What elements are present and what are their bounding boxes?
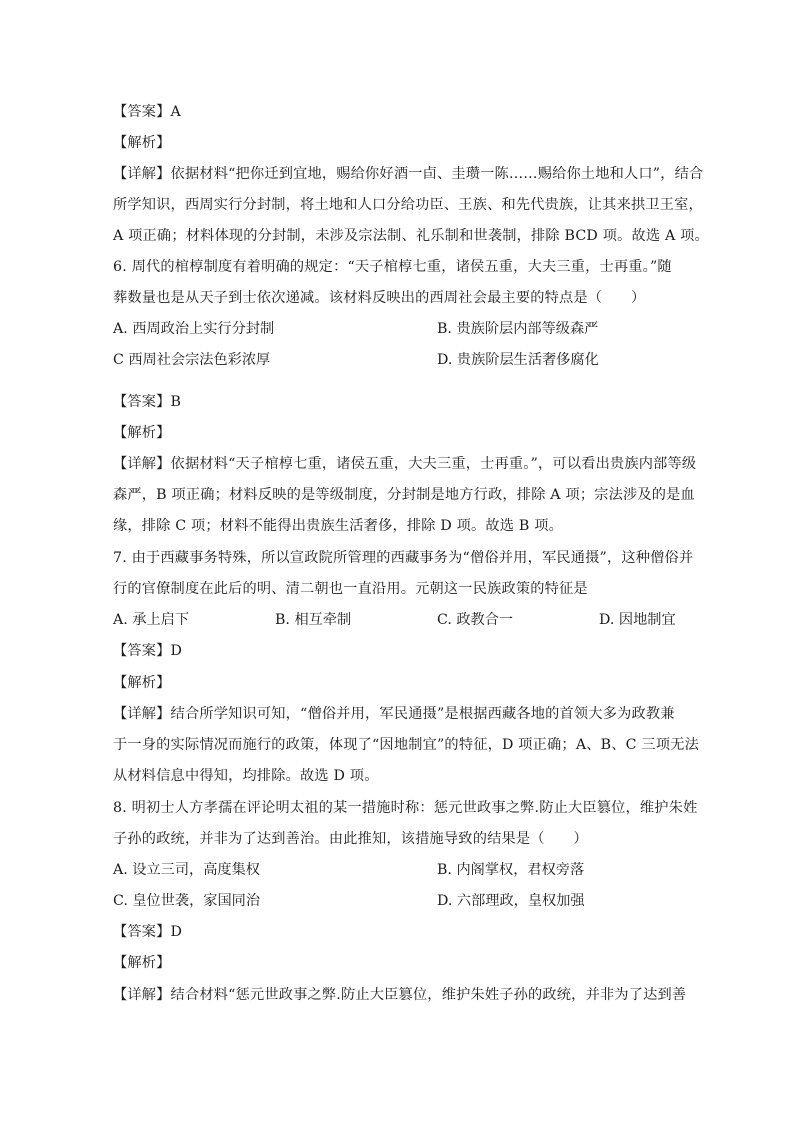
q8-stem-line-1: 8. 明初士人方孝孺在评论明太祖的某一措施时称：惩元世政事之弊.防止大臣篡位，维护朱姓 [113,800,698,816]
q7-stem-line-2: 行的官僚制度在此后的明、清二朝也一直沿用。元朝这一民族政策的特征是 [113,581,588,597]
q6-stem-line-2: 葬数量也是从天子到士依次递减。该材料反映出的西周社会最主要的特点是（ ） [113,290,646,306]
q8-option-d: D. 六部理政，皇权加强 [437,893,585,909]
q6-stem-line-1: 6. 周代的棺椁制度有着明确的规定：“天子棺椁七重，诸侯五重，大夫三重，士再重。”随 [113,259,672,275]
q6-option-b: B. 贵族阶层内部等级森严 [437,321,599,337]
q7-option-d: D. 因地制宜 [599,612,676,628]
q7-option-a: A. 承上启下 [113,612,190,628]
q8-option-a: A. 设立三司，高度集权 [113,862,260,878]
q7-detail-line-1: 【详解】结合所学知识可知，“僧俗并用，军民通摄”是根据西藏各地的首领大多为政教兼 [113,706,675,722]
q6-analysis-heading: 【解析】 [113,425,171,441]
q7-detail-line-2: 于一身的实际情况而施行的政策，体现了“因地制宜”的特征，D 项正确；A、B、C 三项无法 [113,737,699,753]
q8-option-c: C. 皇位世袭，家国同治 [113,893,261,909]
q6-option-c: C 西周社会宗法色彩浓厚 [113,352,271,368]
q7-answer: 【答案】D [113,643,183,659]
q6-option-a: A. 西周政治上实行分封制 [113,321,275,337]
q8-detail-line-1: 【详解】结合材料“惩元世政事之弊.防止大臣篡位，维护朱姓子孙的政统，并非为了达到善 [113,987,687,1003]
q7-analysis-heading: 【解析】 [113,675,171,691]
q8-analysis-heading: 【解析】 [113,955,171,971]
q6-detail-line-3: 缘，排除 C 项；材料不能得出贵族生活奢侈，排除 D 项。故选 B 项。 [113,518,563,534]
q8-answer: 【答案】D [113,924,183,940]
q5-analysis-heading: 【解析】 [113,135,171,151]
q6-detail-line-1: 【详解】依据材料“天子棺椁七重，诸侯五重，大夫三重，士再重。”，可以看出贵族内部等级 [113,456,697,472]
q8-stem-line-2: 子孙的政统，并非为了达到善治。由此推知，该措施导致的结果是（ ） [113,831,588,847]
q7-option-c: C. 政教合一 [437,612,514,628]
q6-answer: 【答案】B [113,394,182,410]
q6-detail-line-2: 森严，B 项正确；材料反映的是等级制度，分封制是地方行政，排除 A 项；宗法涉及的是血 [113,487,695,503]
q6-option-d: D. 贵族阶层生活奢侈腐化 [437,352,599,368]
q5-detail-line-2: 所学知识，西周实行分封制，将土地和人口分给功臣、王族、和先代贵族，让其来拱卫王室， [113,197,703,213]
q7-option-b: B. 相互牵制 [275,612,352,628]
q7-detail-line-3: 从材料信息中得知，均排除。故选 D 项。 [113,768,379,784]
q8-option-b: B. 内阁掌权，君权旁落 [437,862,585,878]
q5-detail-line-3: A 项正确；材料体现的分封制，未涉及宗法制、礼乐制和世袭制，排除 BCD 项。故选 A 项。 [113,228,709,244]
q5-answer: 【答案】A [113,104,181,120]
q7-stem-line-1: 7. 由于西藏事务特殊，所以宣政院所管理的西藏事务为“僧俗并用，军民通摄”，这种僧俗并 [113,550,694,566]
q5-detail-line-1: 【详解】依据材料“把你迁到宜地，赐给你好酒一卣、圭瓒一陈……赐给你土地和人口”，结合 [113,166,704,182]
